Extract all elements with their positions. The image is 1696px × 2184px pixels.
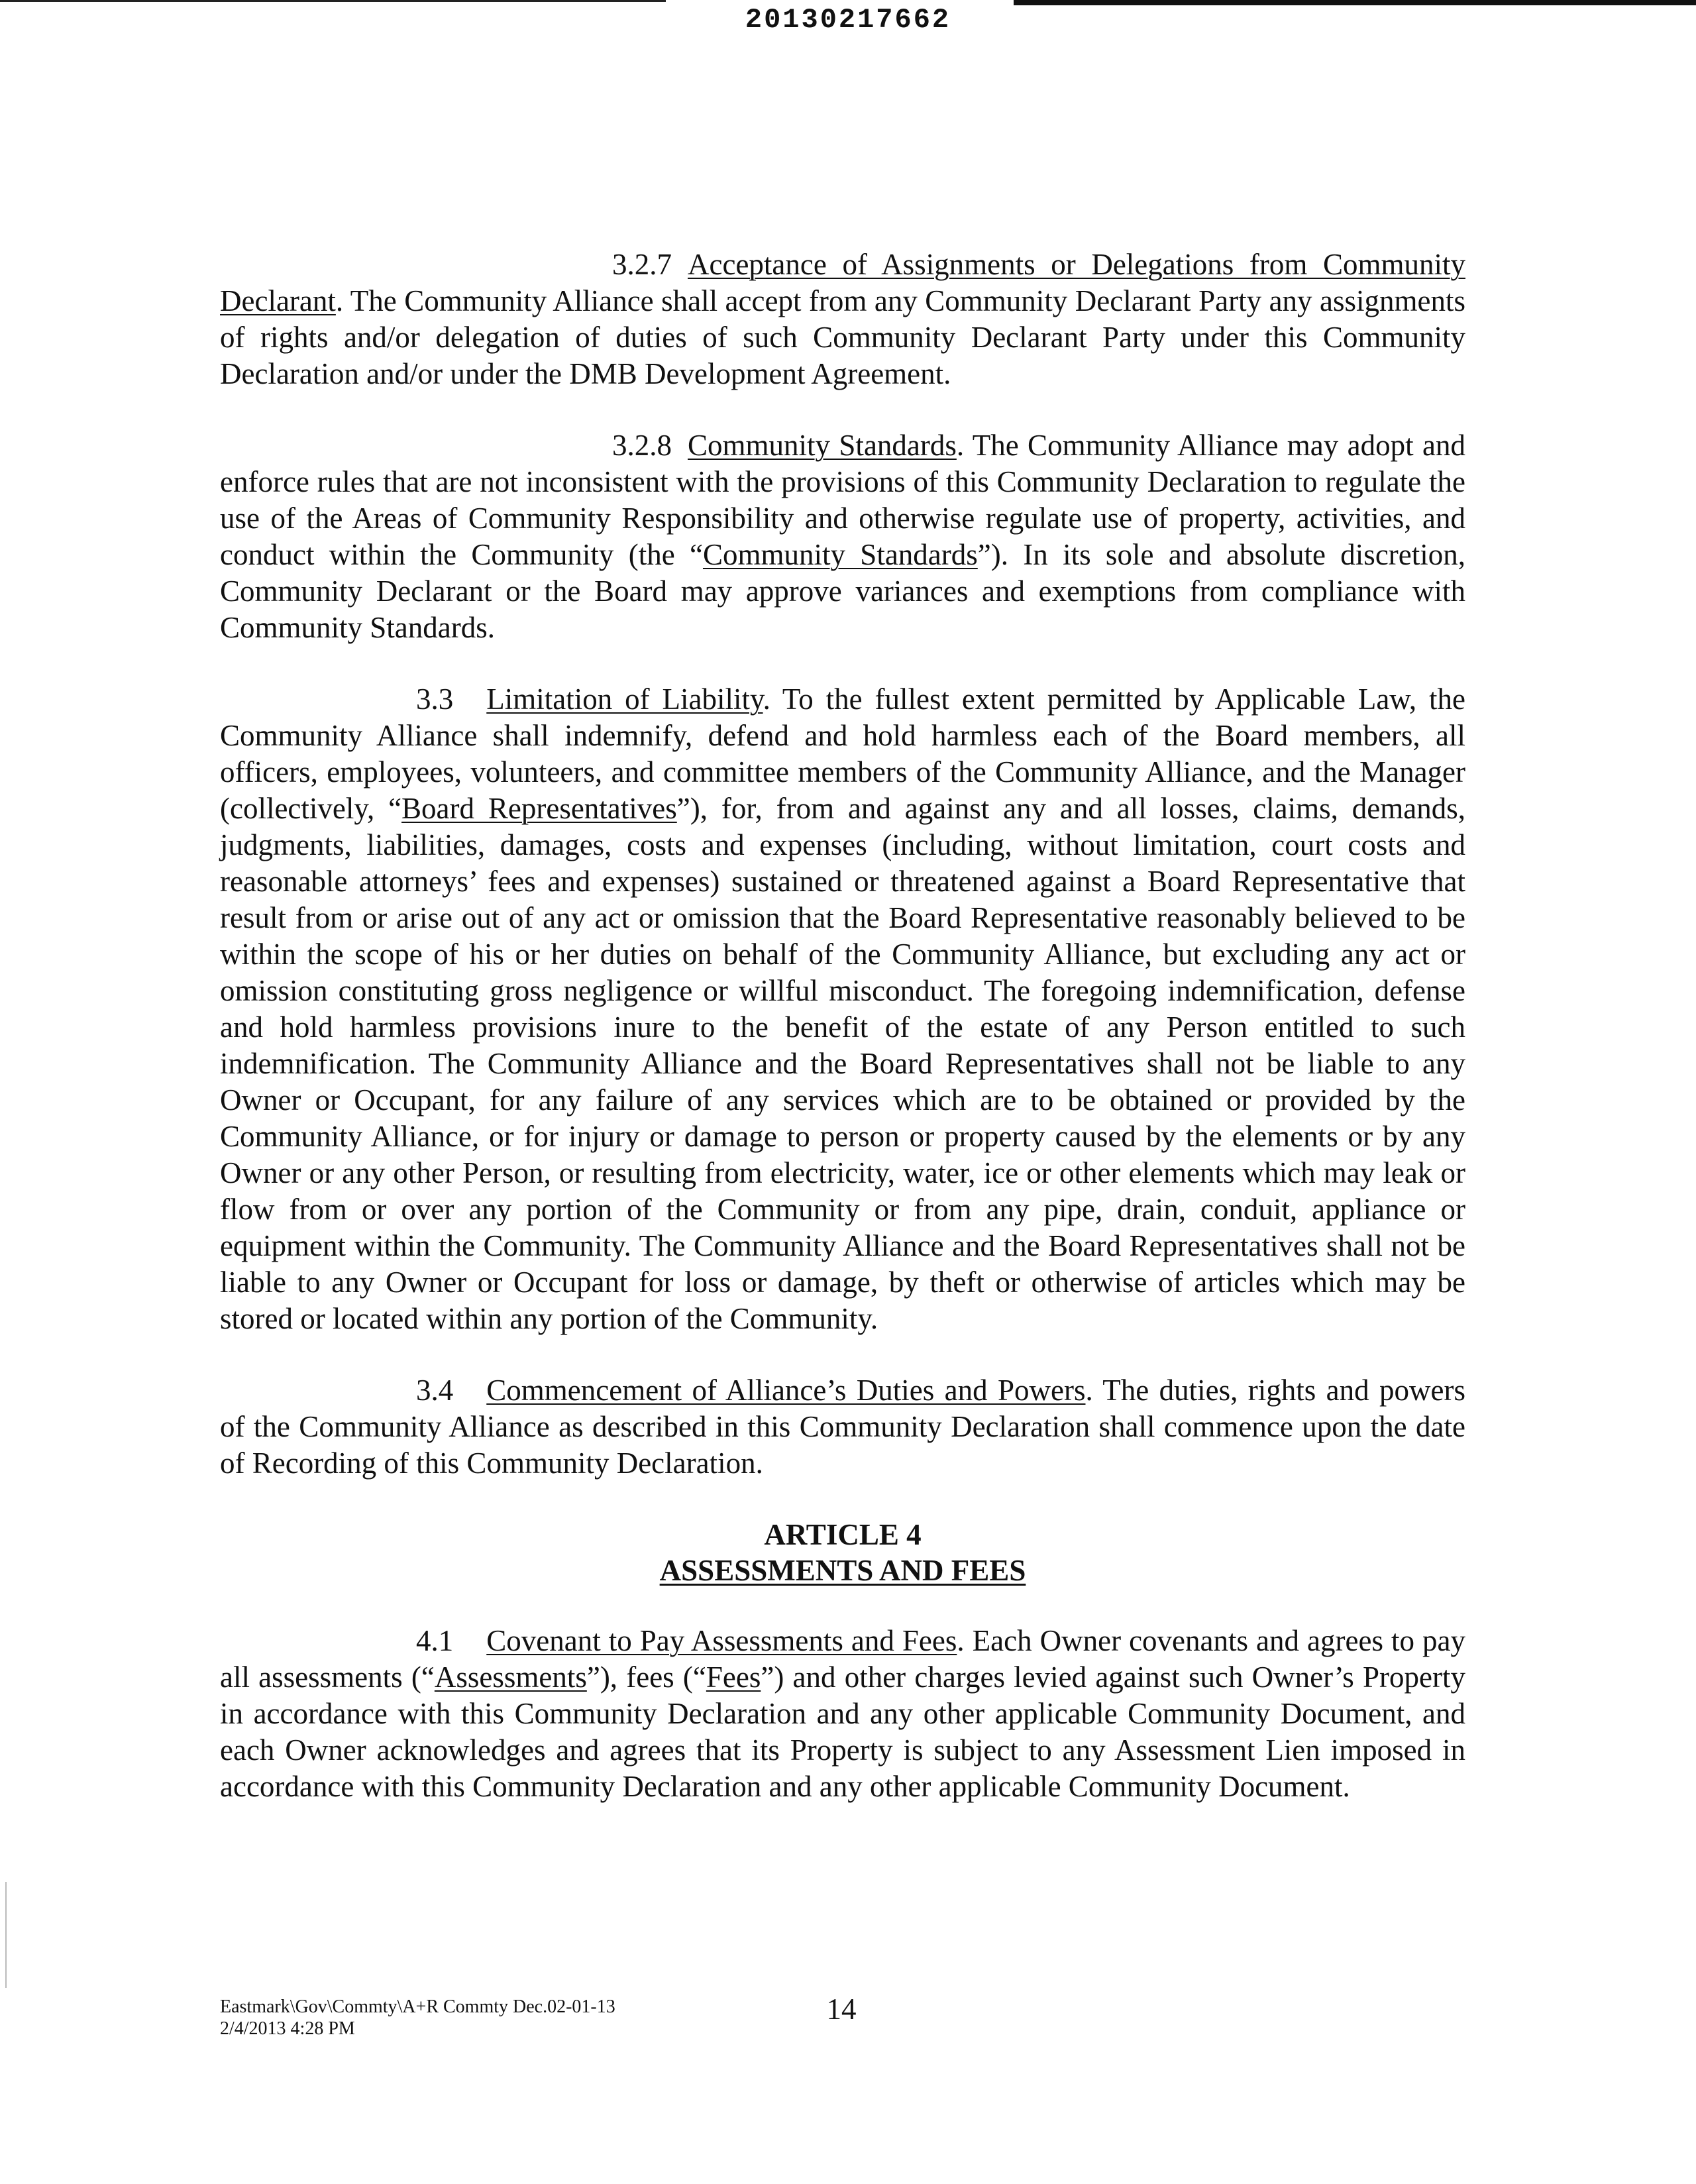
defined-term: Board Representatives — [401, 792, 677, 825]
section-3-4: 3.4 Commencement of Alliance’s Duties and Powers. The duties, rights and powers of the Community Alliance as described in this Community Declaration shall commence upon the date of Recording of this Community Declaration. — [220, 1374, 1465, 1480]
section-body: ”), fees (“ — [586, 1661, 706, 1694]
section-body: The Community Alliance shall accept from any Community Declarant Party any assignments of rights and/or delegation of duties of such Community Declarant Party under this Community Declaration and/or under the DMB Development Agreement. — [220, 284, 1465, 390]
section-number: 3.2.7 — [612, 248, 672, 281]
recording-number: 20130217662 — [745, 4, 951, 36]
section-body: The Community Alliance may adopt and enforce rules that are not inconsistent with the provisions of this Community Declaration to regulate the use of the Areas of Community Responsibility and otherwise regulate use of property, activities, and conduct within the Community (the “ — [220, 429, 1465, 571]
section-body: To the fullest extent permitted by Applicable Law, the Community Alliance shall indemnify, defend and hold harmless each of the Board members, all officers, employees, volunteers, and committee members of the Community Alliance, and the Manager (collectively, “ — [220, 682, 1465, 825]
article-title: ASSESSMENTS AND FEES — [659, 1554, 1026, 1587]
section-heading: Acceptance of Assignments or Delegations from Community Declarant — [220, 248, 1465, 317]
section-heading: Limitation of Liability — [486, 682, 763, 716]
section-number: 3.2.8 — [612, 429, 672, 462]
article-label: ARTICLE 4 — [764, 1518, 922, 1551]
article-heading — [220, 1517, 1465, 1588]
section-4-1: 4.1 Covenant to Pay Assessments and Fees. Each Owner covenants and agrees to pay all assessments (“Assessments”), fees (“Fees”) and other charges levied against such Owner’s Property in accordance with this Community Declaration and any other applicable Community Document, and each Owner acknowledges and agrees that its Property is subject to any Assessment Lien imposed in accordance with this Community Declaration and any other applicable Community Document. — [220, 1624, 1466, 1803]
footer-timestamp: 2/4/2013 4:28 PM — [220, 2018, 355, 2039]
defined-term: Fees — [706, 1661, 761, 1694]
section-3-3: 3.3 Limitation of Liability. To the fullest extent permitted by Applicable Law, the Community Alliance shall indemnify, defend and hold harmless each of the Board members, all officers, employees, volunteers, and committee members of the Community Alliance, and the Manager (collectively, “Board Representatives”), for, from and against any and all losses, claims, demands, judgments, liabilities, damages, costs and expenses (including, without limitation, court costs and reasonable attorneys’ fees and expenses) sustained or threatened against a Board Representative that result from or arise out of any act or omission that the Board Representative reasonably believed to be within the scope of his or her duties on behalf of the Community Alliance, but excluding any act or omission constituting gross negligence or willful misconduct. The foregoing indemnification, defense and hold harmless provisions inure to the benefit of the estate of any Person entitled to such indemnification. The Community Alliance and the Board Representatives shall not be liable to any Owner or Occupant, for any failure of any services which are to be obtained or provided by the Community Alliance, or for injury or damage to person or property caused by the elements or by any Owner or any other Person, or resulting from electricity, water, ice or other elements which may leak or flow from or over any portion of the Community or from any pipe, drain, conduit, appliance or equipment within the Community. The Community Alliance and the Board Representatives shall not be liable to any Owner or Occupant for loss or damage, by theft or otherwise of articles which may be stored or located within any portion of the Community. — [220, 682, 1465, 1335]
section-number: 3.3 — [416, 682, 454, 716]
section-heading: Covenant to Pay Assessments and Fees — [486, 1624, 957, 1657]
section-heading: Community Standards — [688, 429, 957, 462]
section-body: ”) and other charges levied against such Owner’s Property in accordance with this Community Declaration and any other applicable Community Document, and each Owner acknowledges and agrees that its Property is subject to any Assessment Lien imposed in accordance with this Community Declaration and any other applicable Community Document. — [220, 1661, 1465, 1803]
page-number: 14 — [826, 1993, 857, 2026]
section-3-2-8: 3.2.8 Community Standards. The Community Alliance may adopt and enforce rules that are not inconsistent with the provisions of this Community Declaration to regulate the use of the Areas of Community Responsibility and otherwise regulate use of property, activities, and conduct within the Community (the “Community Standards”). In its sole and absolute discretion, Community Declarant or the Board may approve variances and exemptions from compliance with Community Standards. — [220, 429, 1466, 644]
page-body — [220, 246, 1465, 1840]
section-body: ”), for, from and against any and all losses, claims, demands, judgments, liabilities, damages, costs and expenses (including, without limitation, court costs and reasonable attorneys’ fees and expenses) sustained or threatened against a Board Representative that result from or arise out of any act or omission that the Board Representative reasonably believed to be within the scope of his or her duties on behalf of the Community Alliance, but excluding any act or omission constituting gross negligence or willful misconduct. The foregoing indemnification, defense and hold harmless provisions inure to the benefit of the estate of any Person entitled to such indemnification. The Community Alliance and the Board Representatives shall not be liable to any Owner or Occupant, for any failure of any services which are to be obtained or provided by the Community Alliance, or for injury or damage to person or property caused by the elements or by any Owner or any other Person, or resulting from electricity, water, ice or other elements which may leak or flow from or over any portion of the Community or from any pipe, drain, conduit, appliance or equipment within the Community. The Community Alliance and the Board Representatives shall not be liable to any Owner or Occupant for loss or damage, by theft or otherwise of articles which may be stored or located within any portion of the Community. — [220, 792, 1465, 1335]
section-number: 4.1 — [416, 1624, 454, 1657]
defined-term: Community Standards — [702, 538, 978, 571]
defined-term: Assessments — [434, 1661, 587, 1694]
section-3-2-7: 3.2.7 Acceptance of Assignments or Delegations from Community Declarant. The Community Alliance shall accept from any Community Declarant Party any assignments of rights and/or delegation of duties of such Community Declarant Party under this Community Declaration and/or under the DMB Development Agreement. — [220, 248, 1465, 390]
section-heading: Commencement of Alliance’s Duties and Powers — [486, 1374, 1086, 1407]
footer-file-path: Eastmark\Gov\Commty\A+R Commty Dec.02-01-13 — [220, 1996, 615, 2017]
section-body: Each Owner covenants and agrees to pay all assessments (“ — [220, 1624, 1466, 1694]
section-number: 3.4 — [416, 1374, 454, 1407]
section-body: ”). In its sole and absolute discretion, Community Declarant or the Board may approve variances and exemptions from compliance with Community Standards. — [220, 538, 1466, 644]
scan-edge-mark — [5, 1882, 7, 1988]
section-body: The duties, rights and powers of the Community Alliance as described in this Community Declaration shall commence upon the date of Recording of this Community Declaration. — [220, 1374, 1465, 1480]
footer-file-info — [220, 1996, 615, 2040]
top-rule-left — [0, 0, 666, 2]
